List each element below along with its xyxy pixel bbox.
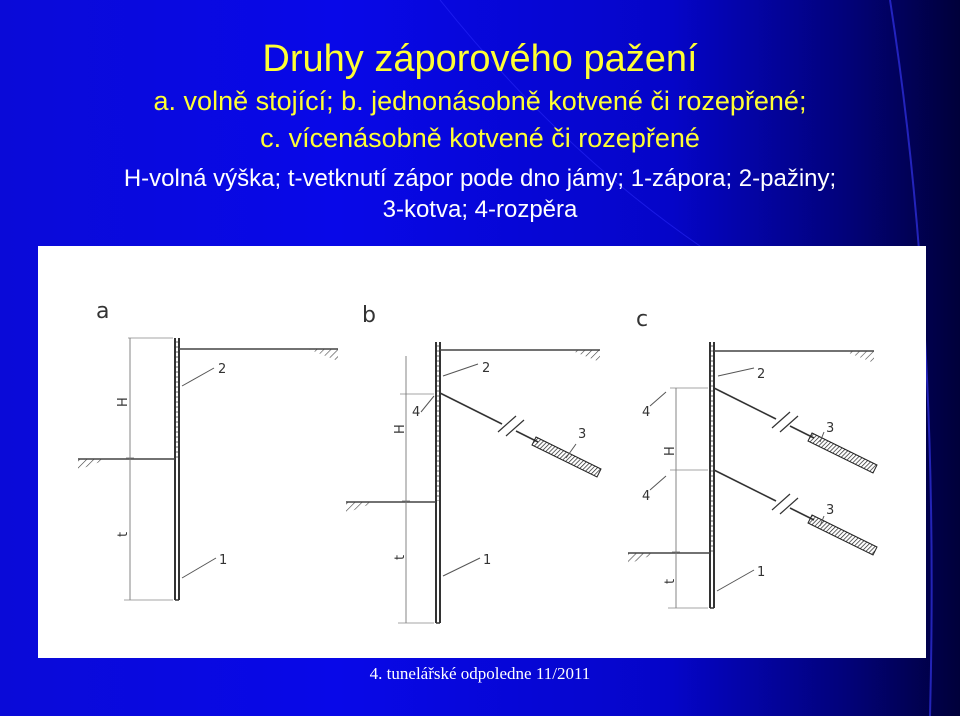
panel-b-ground-hatch-right	[570, 350, 600, 362]
panel-c-leader-1	[717, 570, 754, 591]
panel-c-height-label: H	[663, 446, 678, 456]
legend-line-1: H-volná výška; t-vetknutí zápor pode dno jámy; 1-zápora; 2-pažiny;	[123, 165, 837, 192]
panel-b-anchor	[440, 393, 601, 477]
panel-b-height-label: H	[393, 424, 408, 434]
panel-b-callout-4: 4	[412, 405, 421, 420]
footer-text: 4. tunelářské odpoledne 11/2011	[369, 664, 591, 683]
sheeting-diagram	[38, 246, 926, 658]
figure-panel	[38, 246, 926, 658]
panel-a	[78, 299, 338, 600]
panel-b-ground-hatch-left	[346, 502, 376, 513]
panel-c-leader-4a	[650, 392, 666, 406]
panel-b-leader-2	[443, 364, 478, 376]
legend-line-2: 3-kotva; 4-rozpěra	[382, 196, 578, 223]
panel-c-ground-hatch-right	[844, 351, 874, 363]
panel-a-callout-1: 1	[219, 553, 228, 568]
panel-c-callout-1: 1	[757, 565, 766, 580]
panel-c-callout-3b: 3	[826, 503, 835, 518]
panel-b-leader-4	[421, 396, 434, 412]
panel-c-ground-hatch-left	[628, 553, 658, 564]
panel-c-callout-3a: 3	[826, 421, 835, 436]
panel-c-label: c	[636, 307, 649, 332]
panel-a-callout-2: 2	[218, 362, 227, 377]
panel-c-anchor-lower	[714, 470, 877, 555]
panel-a-embed-label: t	[116, 531, 131, 537]
panel-b-callout-1: 1	[483, 553, 492, 568]
panel-b-label: b	[362, 303, 376, 328]
subtitle-line-2: c. vícenásobně kotvené či rozepřené	[260, 123, 700, 153]
panel-b-leader-1	[443, 558, 480, 576]
panel-a-label: a	[96, 299, 110, 324]
panel-b-callout-3: 3	[578, 427, 587, 442]
panel-c-leader-4b	[650, 476, 666, 490]
panel-a-ground-hatch-right	[308, 349, 338, 361]
panel-b-dimension	[398, 356, 434, 623]
panel-c-callout-2: 2	[757, 367, 766, 382]
panel-a-height-label: H	[116, 397, 131, 407]
panel-c-callout-4a: 4	[642, 405, 651, 420]
panel-c-leader-2	[718, 368, 754, 376]
panel-a-leader-1	[182, 558, 216, 578]
subtitle-line-1: a. volně stojící; b. jednonásobně kotvené či rozepřené;	[153, 86, 807, 116]
panel-c-anchor-upper	[714, 388, 877, 473]
panel-a-ground-hatch-left	[78, 459, 108, 470]
panel-c-callout-4b: 4	[642, 489, 651, 504]
panel-b-embed-label: t	[393, 554, 408, 560]
panel-b-callout-2: 2	[482, 361, 491, 376]
panel-c-dimension	[668, 388, 708, 608]
panel-b-soldier-pile	[436, 342, 440, 623]
page-title: Druhy záporového pažení	[262, 38, 698, 80]
panel-c-embed-label: t	[663, 578, 678, 584]
panel-b	[346, 303, 601, 623]
panel-a-dimension	[124, 338, 173, 600]
panel-a-leader-2	[182, 368, 214, 386]
panel-c	[628, 307, 877, 608]
